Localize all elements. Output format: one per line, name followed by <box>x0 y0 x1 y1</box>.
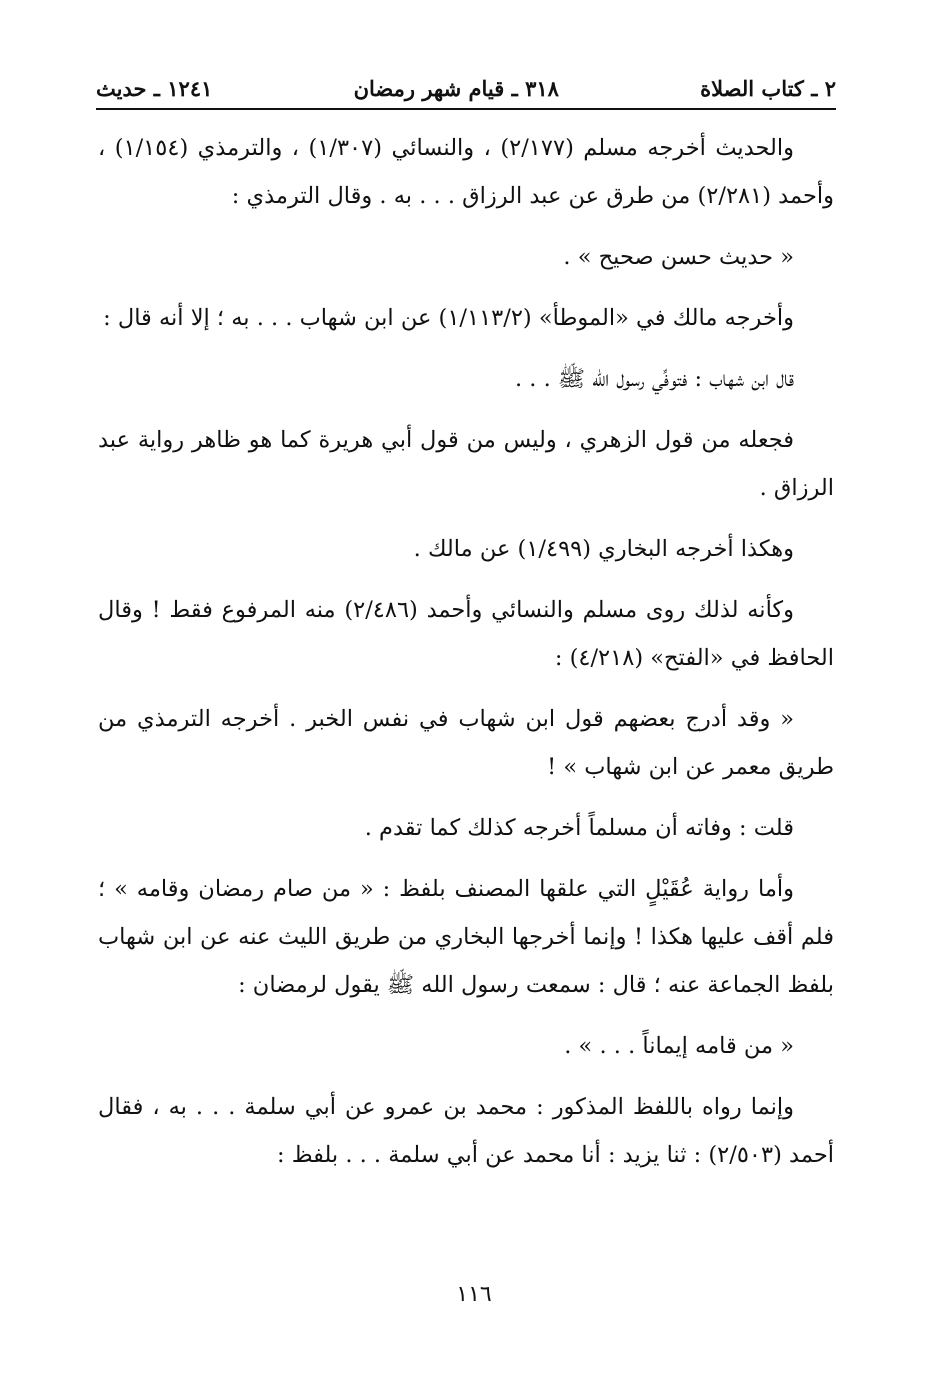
header-chapter-title: ٣١٨ ـ قيام شهر رمضان <box>353 75 559 101</box>
paragraph-4: قال ابن شهاب : فتوفِّي رسول الله ﷺ . . . <box>515 366 794 392</box>
main-text <box>98 124 834 1192</box>
running-header <box>96 70 836 106</box>
header-rule <box>96 108 836 110</box>
paragraph-3: وأخرجه مالك في «الموطأ» (١/١١٣/٢) عن ابن شهاب . . . به ؛ إلا أنه قال : <box>103 305 794 331</box>
paragraph-10: وأما رواية عُقَيْلٍ التي علقها المصنف بلفظ : « من صام رمضان وقامه » ؛ فلم أقف عليها هكذا ! وإنما أخرجها البخاري من طريق الليث عنه عن ابن شهاب بلفظ الجماعة عنه ؛ قال : سمعت رسول الله ﷺ يقول لرمضان : <box>98 876 834 998</box>
header-hadith-number: ١٢٤١ ـ حديث <box>96 75 213 101</box>
paragraph-6: وهكذا أخرجه البخاري (١/٤٩٩) عن مالك . <box>413 536 794 562</box>
page-number: ١١٦ <box>456 1282 492 1307</box>
header-book-title: ٢ ـ كتاب الصلاة <box>700 75 836 101</box>
paragraph-9: قلت : وفاته أن مسلماً أخرجه كذلك كما تقدم . <box>364 815 794 841</box>
paragraph-1: والحديث أخرجه مسلم (٢/١٧٧) ، والنسائي (١/٣٠٧) ، والترمذي (١/١٥٤) ، وأحمد (٢/٢٨١) من طرق عن عبد الرزاق . . . به . وقال الترمذي : <box>98 135 834 209</box>
paragraph-11: « من قامه إيماناً . . . » . <box>564 1033 794 1059</box>
paragraph-12: وإنما رواه باللفظ المذكور : محمد بن عمرو عن أبي سلمة . . . به ، فقال أحمد (٢/٥٠٣) : ثنا يزيد : أنا محمد عن أبي سلمة . . . بلفظ : <box>98 1094 834 1168</box>
paragraph-2: « حديث حسن صحيح » . <box>563 244 794 270</box>
paragraph-8: « وقد أدرج بعضهم قول ابن شهاب في نفس الخبر . أخرجه الترمذي من طريق معمر عن ابن شهاب » ! <box>98 706 834 780</box>
paragraph-5: فجعله من قول الزهري ، وليس من قول أبي هريرة كما هو ظاهر رواية عبد الرزاق . <box>98 427 834 501</box>
paragraph-7: وكأنه لذلك روى مسلم والنسائي وأحمد (٢/٤٨٦) منه المرفوع فقط ! وقال الحافظ في «الفتح» (٤/٢١٨) : <box>98 597 834 671</box>
